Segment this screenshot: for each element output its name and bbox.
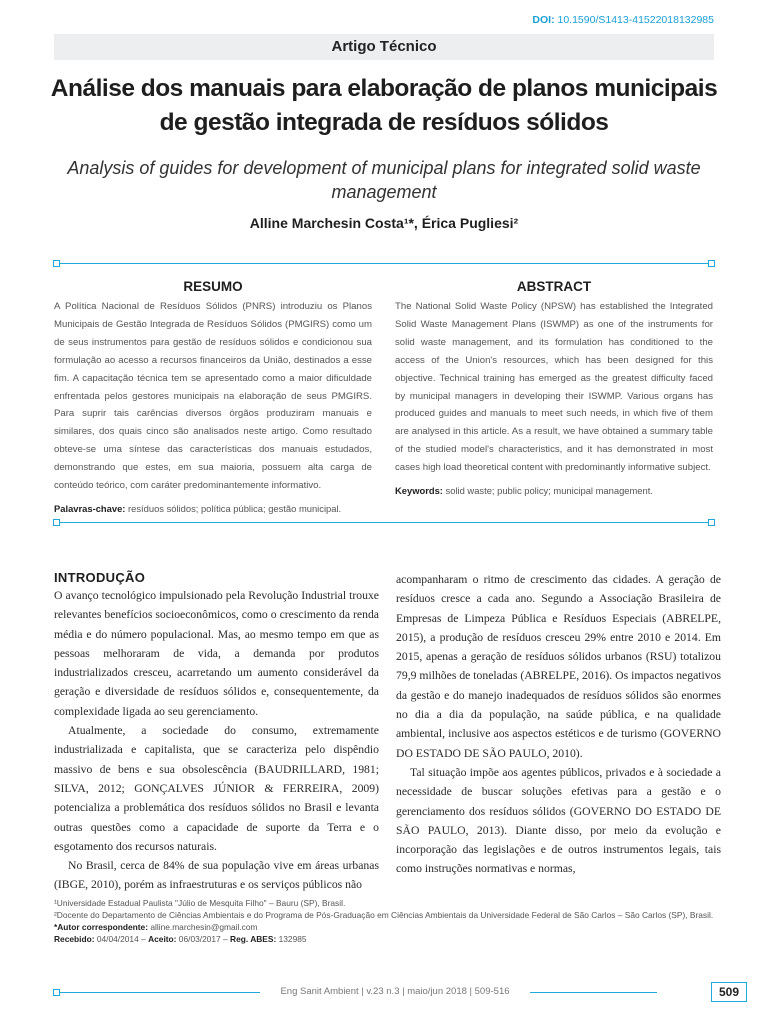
keywords-label: Keywords:	[395, 485, 443, 497]
keywords-label: Palavras-chave:	[54, 502, 126, 514]
accepted-date: 06/03/2017	[178, 934, 221, 944]
received-date: 04/04/2014	[96, 934, 139, 944]
keywords-text: solid waste; public policy; municipal management.	[445, 485, 653, 497]
doi-value[interactable]: 10.1590/S1413-41522018132985	[557, 14, 714, 26]
corresponding-author	[54, 921, 734, 933]
section-heading: INTRODUÇÃO	[54, 570, 146, 585]
keywords-text: resíduos sólidos; política pública; gestão municipal.	[128, 502, 342, 514]
dates: Recebido: 04/04/2014 – Aceito: 06/03/2017 – Reg. ABES: 132985	[54, 934, 307, 944]
affiliation-2: ²Docente do Departamento de Ciências Ambientais e do Programa de Pós-Graduação em Ciências Ambientais da Universidade Federal de São Carlos – São Carlos (SP), Brasil.	[54, 910, 714, 920]
resumo-heading: RESUMO	[183, 279, 243, 294]
reg-number: 132985	[278, 934, 307, 944]
body-paragraph: No Brasil, cerca de 84% de sua população vive em áreas urbanas (IBGE, 2010), porém as infraestruturas e os serviços públicos não	[54, 859, 379, 892]
doi[interactable]	[532, 14, 714, 26]
body-paragraph: acompanharam o ritmo de crescimento das cidades. A geração de resíduos cresce a cada ano. Segundo a Associação Brasileira de Empresas de Limpeza Pública e Resíduos Especiais (ABRELPE, 2015), a produção de resíduos cresceu 29% entre 2010 e 2014. Em 2015, apenas a geração de resíduos sólidos urbanos (RSU) totalizou 79,9 milhões de toneladas (ABRELPE, 2016). Os impactos negativos da gestão e do manejo inadequados de resíduos sólidos são enormes no dia a dia da população, na saúde pública, e na qualidade ambiental, inclusive aos aspectos estéticos e de turismo (GOVERNO DO ESTADO DE SÃO PAULO, 2010).	[396, 573, 721, 760]
body-paragraph: Atualmente, a sociedade do consumo, extremamente industrializada e capitalista, que se caracteriza pelo dispêndio massivo de bens e sua obsolescência (BAUDRILLARD, 1981; SILVA, 2012; GONÇALVES JÚNIOR & FERREIRA, 2009) potencializa a problemática dos resíduos sólidos no Brasil e levanta outras questões como a capacidade de suporte da Terra e o esgotamento dos recursos naturais.	[54, 724, 379, 853]
footnotes	[54, 897, 734, 945]
resumo-keywords	[54, 503, 372, 514]
received-label: Recebido:	[54, 934, 95, 944]
divider-square-icon	[53, 260, 60, 267]
corresponding-email[interactable]: alline.marchesin@gmail.com	[150, 922, 258, 932]
body-paragraph: O avanço tecnológico impulsionado pela Revolução Industrial trouxe relevantes benefícios socioeconômicos, como o crescimento da renda média e do número populacional. Mas, ao mesmo tempo em que as pessoas melhoraram de vida, a demanda por produtos industrializados cresceu, acarretando um aumento considerável da geração e diversidade de resíduos sólidos e, consequentemente, da complexidade ligada ao seu gerenciamento.	[54, 589, 379, 718]
page-number: 509	[711, 982, 747, 1002]
corresponding-label: *Autor correspondente:	[54, 922, 148, 932]
resumo-text: A Política Nacional de Resíduos Sólidos (PNRS) introduziu os Planos Municipais de Gestão Integrada de Resíduos Sólidos (PMGIRS) como um de seus instrumentos para gestão de resíduos sólidos e condicionou sua formulação ao acesso a recursos financeiros da União, destinados a esse fim. A capacitação técnica tem se apresentado como a maior dificuldade enfrentada pelos gestores municipais na elaboração de seus PMGIRS. Para suprir tais carências diversos órgãos produziram manuais e similares, dos quais cinco são analisados neste artigo. Como resultado obteve-se uma síntese das características dos manuais estudados, demonstrando que estes, em sua maioria, possuem alta carga de conteúdo teórico, com caráter predominantemente informativo.	[54, 301, 372, 492]
divider-square-icon	[53, 519, 60, 526]
accepted-label: Aceito:	[148, 934, 177, 944]
affiliation-1: ¹Universidade Estadual Paulista "Júlio de Mesquita Filho" – Bauru (SP), Brasil.	[54, 898, 346, 908]
abstract-keywords	[395, 485, 713, 496]
authors: Alline Marchesin Costa¹*, Érica Pugliesi²	[249, 215, 519, 231]
divider-square-icon	[708, 260, 715, 267]
journal-citation: Eng Sanit Ambient | v.23 n.3 | maio/jun 2018 | 509-516	[260, 986, 530, 997]
divider-square-icon	[708, 519, 715, 526]
reg-label: Reg. ABES:	[230, 934, 277, 944]
abstract-heading: ABSTRACT	[516, 279, 592, 294]
doi-label: DOI:	[532, 14, 555, 26]
article-title-pt: Análise dos manuais para elaboração de planos municipais de gestão integrada de resíduos sólidos	[50, 75, 718, 136]
body-paragraph: Tal situação impõe aos agentes públicos, privados e à sociedade a necessidade de buscar soluções efetivas para a gestão e o gerenciamento dos resíduos sólidos (GOVERNO DO ESTADO DE SÃO PAULO, 2013). Diante disso, por meio da evolução e incorporação das legislações e de outros instrumentos legais, tais como instruções normativas e normas,	[396, 765, 721, 876]
section-label: Artigo Técnico	[54, 34, 714, 60]
divider-square-icon	[53, 989, 60, 996]
top-divider	[57, 263, 711, 264]
mid-divider	[57, 522, 711, 523]
resumo-section	[54, 279, 372, 514]
body-column-right	[396, 570, 721, 879]
abstract-text: The National Solid Waste Policy (NPSW) has established the Integrated Solid Waste Management Plans (ISWMP) as one of the instruments for solid waste management, and its formulation has conditioned to the access of the Union's resources, which has been designed for this objective. Technical training has emerged as the greatest difficulty faced by municipal managers in developing their ISWMP. Various organs has produced guides and manuals to meet such needs, in which five of them are analysed in this article. As a result, we have obtained a summary table of the studied model's characteristics, and it has demonstrated in most cases high load theoretical content with predominantly informative subject.	[395, 301, 713, 474]
body-column-left	[54, 570, 379, 895]
abstract-section	[395, 279, 713, 496]
article-title-en: Analysis of guides for development of municipal plans for integrated solid waste management	[67, 158, 701, 202]
